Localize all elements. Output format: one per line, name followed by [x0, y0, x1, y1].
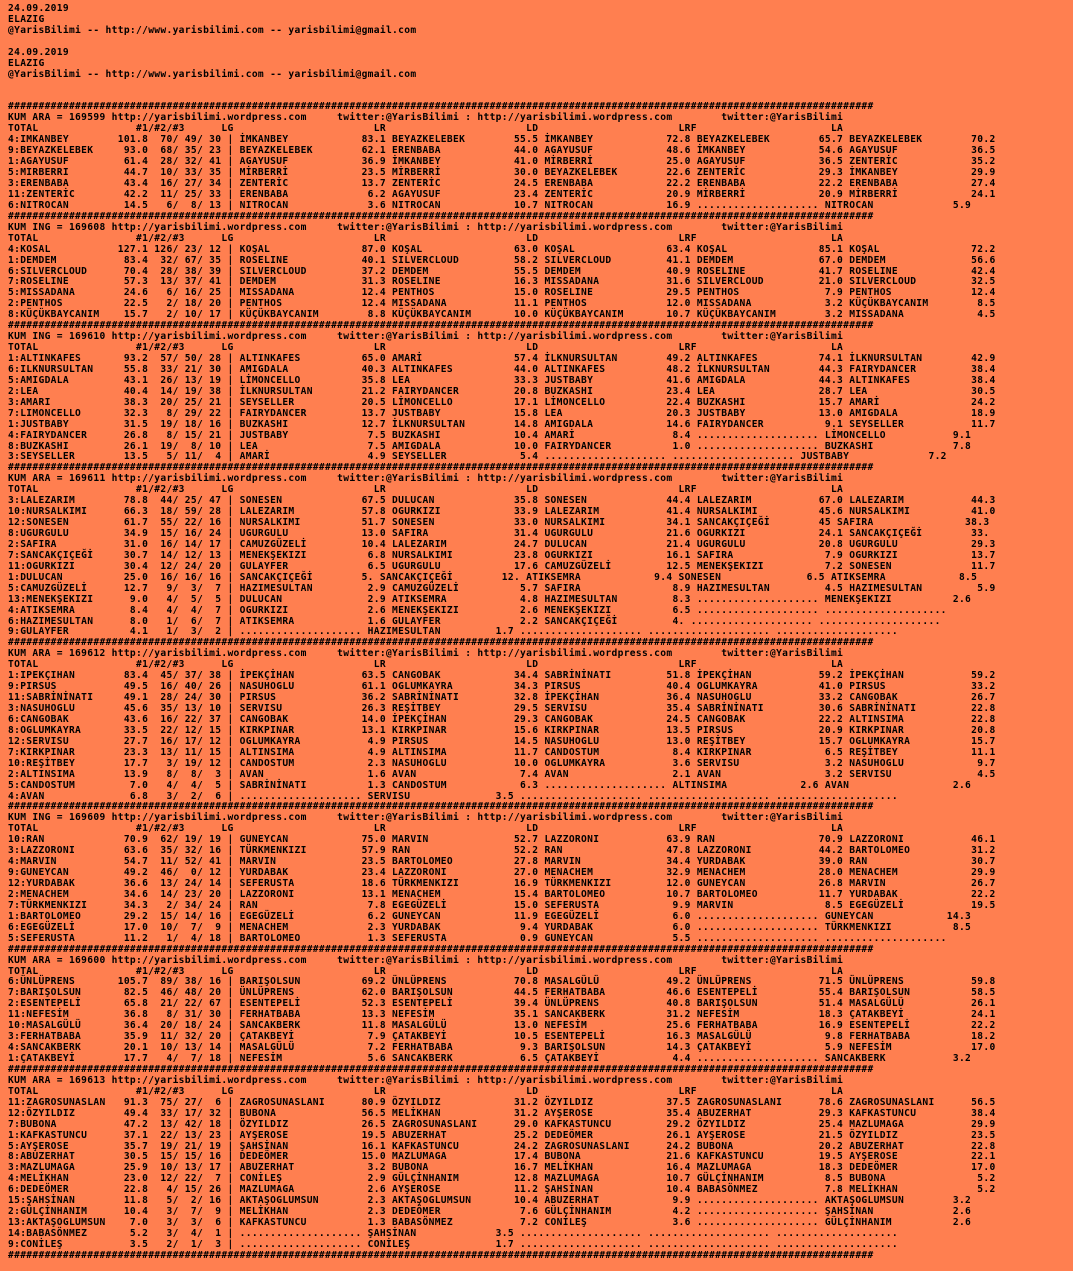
column-header: TOTAL #1/#2/#3 LG LR LD LRF LA: [8, 823, 844, 835]
horse-row: 1:DULUCAN 25.0 16/ 16/ 16 | SANCAKÇIÇEĞİ 5. SANCAKÇIÇEĞİ 12. ATIKSEMRA 9.4 SONESEN 6.5 ATIKSEMRA 8.5: [8, 571, 978, 583]
horse-row: 10:REŞİTBEY 17.7 3/ 19/ 12 | CANDOSTUM 2.3 NASUHOGLU 10.0 OGLUMKAYRA 3.6 SERVISU 3.2 NASUHOGLU 9.7: [8, 757, 996, 769]
header-city: ELAZIG: [8, 13, 45, 25]
column-header: TOTAL #1/#2/#3 LG LR LD LRF LA: [8, 484, 844, 496]
horse-row: 3:ERENBABA 43.4 16/ 27/ 34 | ZENTERİC 13.7 ZENTERİC 24.5 ERENBABA 22.2 ERENBABA 22.2 ERENBABA 27.4: [8, 178, 996, 189]
horse-row: 8:OGLUMKAYRA 33.5 22/ 12/ 15 | KIRKPINAR 13.1 KIRKPINAR 15.6 KIRKPINAR 13.5 PIRSUS 20.9 KIRKPINAR 20.8: [8, 724, 996, 736]
horse-row: 12:YURDABAK 36.6 13/ 24/ 14 | SEFERUSTA 18.6 TÜRKMENKIZI 16.9 TÜRKMENKIZI 12.0 GUNEYCAN 26.8 MARVIN 26.7: [8, 878, 996, 889]
horse-row: 6:ÜNLÜPRENS 105.7 89/ 38/ 16 | BARIŞOLSUN 69.2 ÜNLÜPRENS 70.8 MASALGÜLÜ 49.2 ÜNLÜPRENS 71.5 ÜNLÜPRENS 59.8: [8, 976, 996, 988]
horse-row: 13:MENEKŞEKIZI 9.0 4/ 5/ 5 | DULUCAN 2.9 ATIKSEMRA 4.8 HAZIMESULTAN 8.3 .................... MENEKŞEKIZI 2.6: [8, 593, 972, 605]
horse-row: 10:NURSALKIMI 66.3 18/ 59/ 28 | LALEZARIM 57.8 OGURKIZI 33.9 LALEZARIM 41.4 NURSALKIMI 45.6 NURSALKIMI 41.0: [8, 506, 996, 518]
horse-row: 2:ALTINSIMA 13.9 8/ 8/ 3 | AVAN 1.6 AVAN 7.4 AVAN 2.1 AVAN 3.2 SERVISU 4.5: [8, 768, 996, 780]
horse-row: 6:NITROCAN 14.5 6/ 8/ 13 | NITROCAN 3.6 NITROCAN 10.7 NITROCAN 16.9 .................... NITROCAN 5.9: [8, 199, 972, 211]
horse-row: 1:ÇATAKBEYİ 17.7 4/ 7/ 18 | NEFESİM 5.6 SANCAKBERK 6.5 ÇATAKBEYİ 4.4 .................... SANCAKBERK 3.2: [8, 1053, 972, 1064]
horse-row: 4:ATIKSEMRA 8.4 4/ 4/ 7 | OGURKIZI 2.6 MENEKŞEKIZI 2.6 MENEKŞEKIZI 6.5 .................... ....................: [8, 604, 947, 616]
horse-row: 7:BUBONA 47.2 13/ 42/ 18 | ÖZYILDIZ 26.5 ZAGROSUNASLANI 29.0 KAFKASTUNCU 29.2 ÖZYILDIZ 25.4 MAZLUMAGA 29.9: [8, 1118, 996, 1130]
horse-row: 2:ESENTEPELİ 65.8 21/ 22/ 67 | ESENTEPELİ 52.3 ESENTEPELİ 39.4 ÜNLÜPRENS 40.8 BARIŞOLSUN 51.4 MASALGÜLÜ 26.1: [8, 998, 996, 1010]
horse-row: 13:AKTAŞOGLUMSUN 7.0 3/ 3/ 6 | KAFKASTUNCU 1.3 BABASÖNMEZ 7.2 CONİLEŞ 3.6 .................... GÜLÇİNHANIM 2.6: [8, 1217, 972, 1229]
horse-row: 11:NEFESİM 36.8 8/ 31/ 30 | FERHATBABA 13.3 NEFESİM 35.1 SANCAKBERK 31.2 NEFESİM 18.3 ÇATAKBEYİ 24.1: [8, 1009, 996, 1021]
separator-line: ##############################################################################################################################################: [8, 210, 874, 222]
horse-row: 3:MAZLUMAGA 25.9 10/ 13/ 17 | ABUZERHAT 3.2 BUBONA 16.7 MELİKHAN 16.4 MAZLUMAGA 18.3 DEDEÖMER 17.0: [8, 1162, 996, 1174]
column-header: TOTAL #1/#2/#3 LG LR LD LRF LA: [8, 123, 844, 135]
horse-row: 4:IMKANBEY 101.8 70/ 49/ 30 | İMKANBEY 83.1 BEYAZKELEBEK 55.5 İMKANBEY 72.8 BEYAZKELEBEK 65.7 BEYAZKELEBEK 70.2: [8, 134, 996, 146]
horse-row: 3:LAZZORONI 63.6 35/ 32/ 16 | TÜRKMENKIZI 57.9 RAN 52.2 RAN 47.8 LAZZORONI 44.2 BARTOLOMEO 31.2: [8, 845, 996, 857]
horse-row: 11:SABRİNİNATI 49.1 28/ 24/ 30 | PIRSUS 36.2 SABRİNİNATI 32.8 İPEKÇİHAN 36.4 NASUHOGLU 33.2 CANGOBAK 26.7: [8, 692, 996, 704]
horse-row: 11:ZAGROSUNASLAN 91.3 75/ 27/ 6 | ZAGROSUNASLANI 80.9 ÖZYILDIZ 31.2 ÖZYILDIZ 37.5 ZAGROSUNASLANI 78.6 ZAGROSUNASLANI 56.5: [8, 1096, 996, 1108]
separator-line: ##############################################################################################################################################: [8, 101, 874, 113]
horse-row: 3:NASUHOGLU 45.6 35/ 13/ 10 | SERVISU 26.3 REŞİTBEY 29.5 SERVISU 35.4 SABRİNİNATI 30.6 SABRİNİNATI 22.8: [8, 703, 996, 714]
blank-line: [8, 81, 1073, 92]
horse-row: 9:GUNEYCAN 49.2 46/ 0/ 12 | YURDABAK 23.4 LAZZORONI 27.0 MENACHEM 32.9 MENACHEM 28.0 MENACHEM 29.9: [8, 867, 996, 879]
horse-row: 7:LIMONCELLO 32.3 8/ 29/ 22 | FAIRYDANCER 13.7 JUSTBABY 15.8 LEA 20.3 JUSTBABY 13.0 AMIGDALA 18.9: [8, 407, 996, 419]
horse-row: 4:FAIRYDANCER 26.8 8/ 15/ 21 | JUSTBABY 7.5 BUZKASHI 10.4 AMARİ 8.4 .................... LİMONCELLO 9.1: [8, 429, 972, 441]
horse-row: 3:SEYSELLER 13.5 5/ 11/ 4 | AMARİ 4.9 SEYSELLER 5.4 .................... .................... JUSTBABY 7.2: [8, 451, 947, 463]
horse-row: 1:JUSTBABY 31.5 19/ 18/ 16 | BUZKASHI 12.7 İLKNURSULTAN 14.8 AMIGDALA 14.6 FAIRYDANCER 9.1 SEYSELLER 11.7: [8, 418, 996, 430]
horse-row: 2:LEA 40.4 14/ 19/ 38 | İLKNURSULTAN 21.2 FAIRYDANCER 20.8 BUZKASHI 23.4 LEA 28.7 LEA 30.5: [8, 385, 996, 397]
header-contact: @YarisBilimi -- http://www.yarisbilimi.com -- yarisbilimi@gmail.com: [8, 68, 417, 80]
horse-row: 6:CANGOBAK 43.6 16/ 22/ 37 | CANGOBAK 14.0 İPEKÇİHAN 29.3 CANGOBAK 24.5 CANGOBAK 22.2 ALTINSIMA 22.8: [8, 713, 996, 725]
horse-row: 9:PIRSUS 49.5 16/ 40/ 26 | NASUHOGLU 61.1 OGLUMKAYRA 34.3 PIRSUS 40.4 OGLUMKAYRA 41.0 PIRSUS 33.2: [8, 681, 996, 693]
horse-row: 6:DEDEÖMER 22.8 4/ 15/ 26 | MAZLUMAGA 2.6 AYŞEROSE 11.2 ŞAHSİNAN 10.4 BABASÖNMEZ 7.8 MELİKHAN 5.2: [8, 1184, 996, 1196]
separator-line: ##############################################################################################################################################: [8, 637, 874, 649]
separator-line: ##############################################################################################################################################: [8, 1249, 874, 1261]
race-title: KUM ARA = 169599 http://yarisbilimi.wordpress.com twitter:@YarisBilimi : http://yarisbilimi.wordpress.com twitter:@YarisBilimi: [8, 112, 844, 124]
separator-line: ##############################################################################################################################################: [8, 320, 874, 332]
horse-row: 5:CANDOSTUM 7.0 4/ 4/ 5 | SABRİNİNATI 1.3 CANDOSTUM 6.3 .................... ALTINSIMA 2.6 AVAN 2.6: [8, 779, 972, 791]
horse-row: 9:GULAYFER 4.1 1/ 3/ 2 | .................... HAZIMESULTAN 1.7 .................... .................... ....................: [8, 626, 899, 638]
race-block: [8, 802, 1073, 944]
column-header: TOTAL #1/#2/#3 LG LR LD LRF LA: [8, 1085, 844, 1097]
horse-row: 6:HAZIMESULTAN 8.0 1/ 6/ 7 | ATIKSEMRA 1.6 GULAYFER 2.2 SANCAKÇIÇEĞİ 4. .................... ....................: [8, 615, 941, 627]
horse-row: 1:AGAYUSUF 61.4 28/ 32/ 41 | AGAYUSUF 36.9 İMKANBEY 41.0 MİRBERRİ 25.0 AGAYUSUF 36.5 ZENTERİC 35.2: [8, 156, 996, 168]
horse-row: 1:ALTINKAFES 93.2 57/ 50/ 28 | ALTINKAFES 65.0 AMARİ 57.4 İLKNURSULTAN 49.2 ALTINKAFES 74.1 İLKNURSULTAN 42.9: [8, 353, 996, 364]
horse-row: 2:MENACHEM 34.6 14/ 23/ 20 | LAZZORONI 13.1 MENACHEM 15.4 BARTOLOMEO 10.7 BARTOLOMEO 11.7 YURDABAK 22.2: [8, 888, 996, 900]
horse-row: 7:KIRKPINAR 23.3 13/ 11/ 15 | ALTINSIMA 4.9 ALTINSIMA 11.7 CANDOSTUM 8.4 KIRKPINAR 6.5 REŞİTBEY 11.1: [8, 746, 996, 758]
race-block: [8, 321, 1073, 463]
horse-row: 2:GÜLÇİNHANIM 10.4 3/ 7/ 9 | MELİKHAN 2.3 DEDEÖMER 7.6 GÜLÇİNHANIM 4.2 .................... ŞAHSİNAN 2.6: [8, 1206, 972, 1218]
horse-row: 6:ILKNURSULTAN 55.8 33/ 21/ 30 | AMIGDALA 40.3 ALTINKAFES 44.0 ALTINKAFES 48.2 İLKNURSULTAN 44.3 FAIRYDANCER 38.4: [8, 363, 996, 375]
column-header: TOTAL #1/#2/#3 LG LR LD LRF LA: [8, 342, 844, 354]
horse-row: 2:PENTHOS 22.5 2/ 18/ 20 | PENTHOS 12.4 MISSADANA 11.1 PENTHOS 12.0 MISSADANA 3.2 KÜÇÜKBAYCANIM 8.5: [8, 298, 996, 310]
race-title: KUM ING = 169610 http://yarisbilimi.wordpress.com twitter:@YarisBilimi : http://yarisbilimi.wordpress.com twitter:@YarisBilimi: [8, 331, 844, 343]
horse-row: 1:IPEKÇIHAN 83.4 45/ 37/ 38 | İPEKÇİHAN 63.5 CANGOBAK 34.4 SABRİNİNATI 51.8 İPEKÇİHAN 59.2 İPEKÇİHAN 59.2: [8, 670, 996, 682]
race-title: KUM ING = 169608 http://yarisbilimi.wordpress.com twitter:@YarisBilimi : http://yarisbilimi.wordpress.com twitter:@YarisBilimi: [8, 221, 844, 233]
race-block: [8, 945, 1073, 1065]
horse-row: 10:RAN 70.9 62/ 19/ 19 | GUNEYCAN 75.0 MARVIN 52.7 LAZZORONI 63.9 RAN 70.9 LAZZORONI 46.1: [8, 834, 996, 846]
race-block: [8, 102, 1073, 211]
separator-line: ##############################################################################################################################################: [8, 943, 874, 955]
horse-row: 10:MASALGÜLÜ 36.4 20/ 18/ 24 | SANCAKBERK 11.8 MASALGÜLÜ 13.0 NEFESİM 25.6 FERHATBABA 16.9 ESENTEPELİ 22.2: [8, 1020, 996, 1032]
horse-row: 9:CONİLEŞ 3.5 2/ 1/ 3 | .................... CONİLEŞ 1.7 .................... .................... ....................: [8, 1238, 899, 1250]
horse-row: 7:ROSELINE 57.3 13/ 37/ 41 | DEMDEM 31.3 ROSELINE 16.3 MISSADANA 31.6 SILVERCLOUD 21.0 SILVERCLOUD 32.5: [8, 276, 996, 288]
race-block: [8, 1065, 1073, 1251]
horse-row: 5:SEFERUSTA 11.2 1/ 4/ 18 | BARTOLOMEO 1.3 SEFERUSTA 0.9 GUNEYCAN 5.5 .................... ....................: [8, 932, 947, 944]
horse-row: 12:SERVISU 27.7 16/ 17/ 12 | OGLUMKAYRA 4.9 PIRSUS 14.5 NASUHOGLU 13.0 REŞİTBEY 15.7 OGLUMKAYRA 15.7: [8, 735, 996, 747]
horse-row: 11:ZENTERİC 42.2 11/ 25/ 33 | ERENBABA 6.2 AGAYUSUF 23.4 ZENTERİC 20.9 MİRBERRİ 20.9 MİRBERRİ 24.1: [8, 188, 996, 200]
separator-line: ##############################################################################################################################################: [8, 462, 874, 474]
race-title: KUM ARA = 169600 http://yarisbilimi.wordpress.com twitter:@YarisBilimi : http://yarisbilimi.wordpress.com twitter:@YarisBilimi: [8, 954, 844, 966]
horse-row: 4:AVAN 6.8 3/ 2/ 6 | .................... SERVISU 3.5 .................... .................... ....................: [8, 790, 899, 802]
separator-line: ##############################################################################################################################################: [8, 1063, 874, 1075]
horse-row: 1:DEMDEM 83.4 32/ 67/ 35 | ROSELINE 40.1 SILVERCLOUD 58.2 SILVERCLOUD 41.1 DEMDEM 67.0 DEMDEM 56.6: [8, 254, 996, 266]
race-block: [8, 638, 1073, 802]
horse-row: 8:UGURGULU 34.9 15/ 16/ 24 | UGURGULU 13.0 SAFIRA 31.4 UGURGULU 21.6 OGURKIZI 24.1 SANCAKÇIÇEĞİ 33.: [8, 528, 990, 539]
horse-row: 14:BABASÖNMEZ 5.2 3/ 4/ 1 | .................... ŞAHSİNAN 3.5 .................... .................... ....................: [8, 1228, 899, 1239]
header-date: 24.09.2019: [8, 3, 69, 14]
horse-row: 1:KAFKASTUNCU 37.1 22/ 13/ 23 | AYŞEROSE 19.5 ABUZERHAT 25.2 DEDEÖMER 26.1 AYŞEROSE 21.5 ÖZYILDIZ 23.5: [8, 1129, 996, 1141]
horse-row: 9:BEYAZKELEBEK 93.0 68/ 35/ 23 | BEYAZKELEBEK 62.1 ERENBABA 44.0 AGAYUSUF 48.6 İMKANBEY 54.6 AGAYUSUF 36.5: [8, 145, 996, 157]
horse-row: 1:BARTOLOMEO 29.2 15/ 14/ 16 | EGEGÜZELİ 6.2 GUNEYCAN 11.9 EGEGÜZELİ 6.0 .................... GUNEYCAN 14.3: [8, 910, 972, 922]
horse-row: 3:AMARI 38.3 20/ 25/ 21 | SEYSELLER 20.5 LİMONCELLO 17.1 LİMONCELLO 22.4 BUZKASHI 15.7 AMARİ 24.2: [8, 396, 996, 408]
horse-row: 6:EGEGÜZELİ 17.0 10/ 7/ 9 | MENACHEM 2.3 YURDABAK 9.4 YURDABAK 6.0 .................... TÜRKMENKIZI 8.5: [8, 921, 972, 933]
horse-row: 12:ÖZYILDIZ 49.4 33/ 17/ 32 | BUBONA 56.5 MELİKHAN 31.2 AYŞEROSE 35.4 ABUZERHAT 29.3 KAFKASTUNCU 38.4: [8, 1107, 996, 1119]
horse-row: 5:MISSADANA 24.6 6/ 16/ 25 | MISSADANA 12.4 PENTHOS 15.0 ROSELINE 29.5 PENTHOS 7.9 PENTHOS 12.4: [8, 287, 996, 299]
horse-row: 15:ŞAHSİNAN 11.8 5/ 2/ 16 | AKTAŞOGLUMSUN 2.3 AKTAŞOGLUMSUN 10.4 ABUZERHAT 9.9 .................... AKTAŞOGLUMSUN 3.2: [8, 1195, 972, 1207]
horse-row: 5:AMIGDALA 43.1 26/ 13/ 19 | LİMONCELLO 35.8 LEA 33.3 JUSTBABY 41.6 AMIGDALA 44.3 ALTINKAFES 38.4: [8, 374, 996, 386]
horse-row: 5:AYŞEROSE 35.7 19/ 21/ 19 | ŞAHSİNAN 16.1 KAFKASTUNCU 24.2 ZAGROSUNASLANI 24.2 BUBONA 20.2 ABUZERHAT 22.8: [8, 1140, 996, 1152]
horse-row: 7:TÜRKMENKIZI 34.3 2/ 34/ 24 | RAN 7.8 EGEGÜZELİ 15.0 SEFERUSTA 9.9 MARVIN 8.5 EGEGÜZELİ 19.5: [8, 899, 996, 911]
race-title: KUM ARA = 169611 http://yarisbilimi.wordpress.com twitter:@YarisBilimi : http://yarisbilimi.wordpress.com twitter:@YarisBilimi: [8, 473, 844, 485]
horse-row: 3:LALEZARIM 78.8 44/ 25/ 47 | SONESEN 67.5 DULUCAN 35.8 SONESEN 44.4 LALEZARIM 67.0 LALEZARIM 44.3: [8, 495, 996, 507]
horse-row: 8:BUZKASHI 26.1 19/ 8/ 10 | LEA 7.5 AMIGDALA 10.0 FAIRYDANCER 1.0 .................... BUZKASHI 7.8: [8, 440, 972, 452]
horse-row: 3:FERHATBABA 35.9 11/ 32/ 20 | ÇATAKBEYİ 7.9 ÇATAKBEYİ 10.5 ESENTEPELİ 16.3 MASALGÜLÜ 9.8 FERHATBABA 18.2: [8, 1031, 996, 1043]
column-header: TOTAL #1/#2/#3 LG LR LD LRF LA: [8, 659, 844, 671]
column-header: TOTAL #1/#2/#3 LG LR LD LRF LA: [8, 232, 844, 244]
horse-row: 4:KOSAL 127.1 126/ 23/ 12 | KOŞAL 87.0 KOŞAL 63.0 KOŞAL 63.4 KOŞAL 85.1 KOŞAL 72.2: [8, 243, 996, 255]
horse-row: 2:SAFIRA 31.0 16/ 14/ 17 | CAMUZGÜZELİ 10.4 LALEZARIM 24.7 DULUCAN 21.4 UGURGULU 20.8 UGURGULU 29.3: [8, 538, 996, 550]
horse-row: 5:CAMUZGÜZELİ 12.7 9/ 3/ 7 | HAZIMESULTAN 2.9 CAMUZGÜZELİ 5.7 SAFIRA 8.9 HAZIMESULTAN 4.5 HAZIMESULTAN 5.9: [8, 582, 996, 594]
horse-row: 8:ABUZERHAT 30.5 15/ 15/ 16 | DEDEÖMER 15.0 MAZLUMAGA 17.4 BUBONA 21.6 KAFKASTUNCU 19.5 AYŞEROSE 22.1: [8, 1151, 996, 1163]
horse-row: 11:OGURKIZI 30.4 12/ 24/ 20 | GULAYFER 6.5 UGURGULU 17.6 CAMUZGÜZELİ 12.5 MENEKŞEKIZI 7.2 SONESEN 11.7: [8, 560, 996, 572]
horse-row: 4:MELİKHAN 23.0 12/ 22/ 7 | CONİLEŞ 2.9 GÜLÇİNHANIM 12.8 MAZLUMAGA 10.7 GÜLÇİNHANIM 8.5 BUBONA 5.2: [8, 1173, 996, 1185]
horse-row: 4:SANCAKBERK 20.1 10/ 13/ 14 | MASALGÜLÜ 7.2 FERHATBABA 9.3 BARIŞOLSUN 14.3 ÇATAKBEYİ 5.9 NEFESİM 17.0: [8, 1042, 996, 1054]
horse-row: 8:KÜÇÜKBAYCANIM 15.7 2/ 10/ 17 | KÜÇÜKBAYCANIM 8.8 KÜÇÜKBAYCANIM 10.0 KÜÇÜKBAYCANIM 10.7 KÜÇÜKBAYCANIM 3.2 MISSADANA 4.5: [8, 309, 996, 321]
header-date: 24.09.2019: [8, 46, 69, 58]
horse-row: 4:MARVIN 54.7 11/ 52/ 41 | MARVIN 23.5 BARTOLOMEO 27.8 MARVIN 34.4 YURDABAK 39.0 RAN 30.7: [8, 856, 996, 868]
race-title: KUM ARA = 169613 http://yarisbilimi.wordpress.com twitter:@YarisBilimi : http://yarisbilimi.wordpress.com twitter:@YarisBilimi: [8, 1074, 844, 1086]
race-block: [8, 212, 1073, 321]
horse-row: 12:SONESEN 61.7 55/ 22/ 16 | NURSALKIMI 51.7 SONESEN 33.0 NURSALKIMI 34.1 SANCAKÇIÇEĞİ 45 SAFIRA 38.3: [8, 517, 990, 529]
blank-line: [8, 37, 1073, 48]
header-city: ELAZIG: [8, 57, 45, 69]
separator-line: ##############################################################################################################################################: [8, 801, 874, 813]
horse-row: 5:MIRBERRI 44.7 10/ 33/ 35 | MİRBERRİ 23.5 MİRBERRİ 30.0 BEYAZKELEBEK 22.6 ZENTERİC 29.3 İMKANBEY 29.9: [8, 167, 996, 179]
horse-row: 7:BARIŞOLSUN 82.5 46/ 48/ 20 | ÜNLÜPRENS 62.0 BARIŞOLSUN 44.5 FERHATBABA 46.6 ESENTEPELİ 55.4 BARIŞOLSUN 58.5: [8, 987, 996, 999]
column-header: TOTAL #1/#2/#3 LG LR LD LRF LA: [8, 965, 844, 977]
race-title: KUM ARA = 169612 http://yarisbilimi.wordpress.com twitter:@YarisBilimi : http://yarisbilimi.wordpress.com twitter:@YarisBilimi: [8, 648, 844, 660]
race-title: KUM ING = 169609 http://yarisbilimi.wordpress.com twitter:@YarisBilimi : http://yarisbilimi.wordpress.com twitter:@YarisBilimi: [8, 812, 844, 824]
header-contact: @YarisBilimi -- http://www.yarisbilimi.com -- yarisbilimi@gmail.com: [8, 24, 417, 36]
horse-row: 6:SILVERCLOUD 70.4 28/ 38/ 39 | SILVERCLOUD 37.2 DEMDEM 55.5 DEMDEM 40.9 ROSELINE 41.7 ROSELINE 42.4: [8, 265, 996, 277]
race-block: [8, 463, 1073, 638]
horse-row: 7:SANCAKÇIÇEĞİ 30.7 14/ 12/ 13 | MENEKŞEKIZI 6.8 NURSALKIMI 23.8 OGURKIZI 16.1 SAFIRA 7.9 OGURKIZI 13.7: [8, 549, 996, 561]
